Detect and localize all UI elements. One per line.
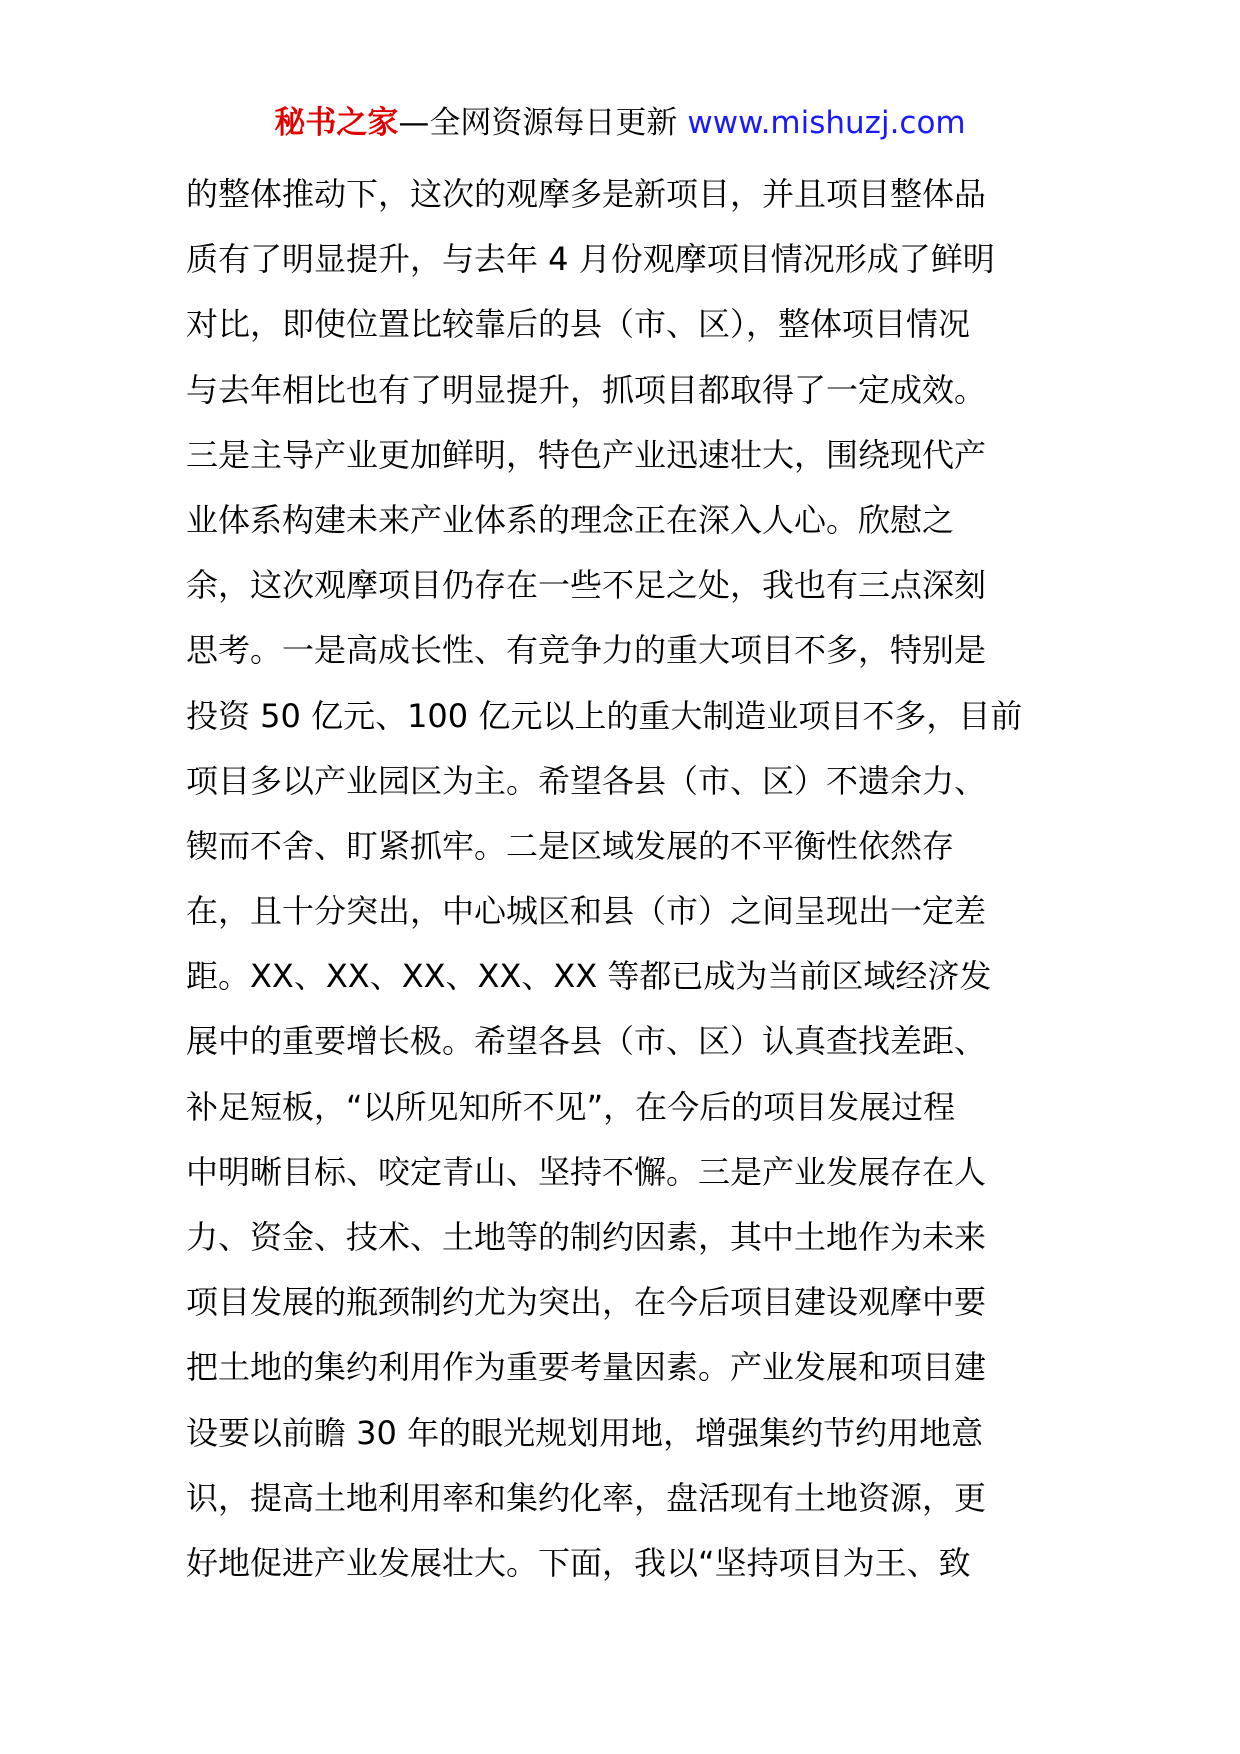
text-line: 锲而不舍、盯紧抓牢。二是区域发展的不平衡性依然存	[186, 826, 955, 865]
text-line: 对比，即使位置比较靠后的县（市、区），整体项目情况	[186, 305, 971, 344]
text-line: 距。XX、XX、XX、XX、XX 等都已成为当前区域经济发	[186, 957, 992, 996]
text-line: 的整体推动下，这次的观摩多是新项目，并且项目整体品	[186, 175, 987, 213]
site-brand: 秘书之家	[274, 105, 399, 141]
text-line: 余，这次观摩项目仍存在一些不足之处，我也有三点深刻	[186, 566, 987, 605]
text-line: 中明晰目标、咬定青山、坚持不懈。三是产业发展存在人	[186, 1152, 987, 1191]
text-line: 补足短板，“以所见知所不见”，在今后的项目发展过程	[186, 1087, 956, 1126]
text-line: 投资 50 亿元、100 亿元以上的重大制造业项目不多，目前	[186, 696, 1023, 735]
text-line: 力、资金、技术、土地等的制约因素，其中土地作为未来	[186, 1218, 987, 1256]
text-line: 与去年相比也有了明显提升，抓项目都取得了一定成效。	[186, 370, 987, 409]
text-line: 项目发展的瓶颈制约尤为突出，在今后项目建设观摩中要	[186, 1283, 987, 1322]
text-line: 好地促进产业发展壮大。下面，我以“坚持项目为王、致	[186, 1543, 971, 1582]
text-line: 思考。一是高成长性、有竞争力的重大项目不多，特别是	[186, 631, 987, 670]
text-line: 识，提高土地利用率和集约化率，盘活现有土地资源，更	[186, 1478, 987, 1517]
text-line: 在，且十分突出，中心城区和县（市）之间呈现出一定差	[186, 892, 987, 931]
site-header	[0, 98, 1240, 148]
text-line: 业体系构建未来产业体系的理念正在深入人心。欣慰之	[186, 500, 955, 539]
site-url-link[interactable]: www.mishuzj.com	[687, 105, 966, 141]
text-line: 项目多以产业园区为主。希望各县（市、区）不遗余力、	[186, 761, 987, 800]
text-line: 质有了明显提升，与去年 4 月份观摩项目情况形成了鲜明	[186, 240, 995, 279]
document-body	[186, 162, 1066, 1596]
text-line: 三是主导产业更加鲜明，特色产业迅速壮大，围绕现代产	[186, 435, 987, 474]
text-line: 展中的重要增长极。希望各县（市、区）认真查找差距、	[186, 1022, 987, 1061]
text-line: 把土地的集约利用作为重要考量因素。产业发展和项目建	[186, 1348, 987, 1387]
text-line: 设要以前瞻 30 年的眼光规划用地，增强集约节约用地意	[186, 1413, 984, 1452]
site-tagline: —全网资源每日更新	[398, 105, 678, 141]
